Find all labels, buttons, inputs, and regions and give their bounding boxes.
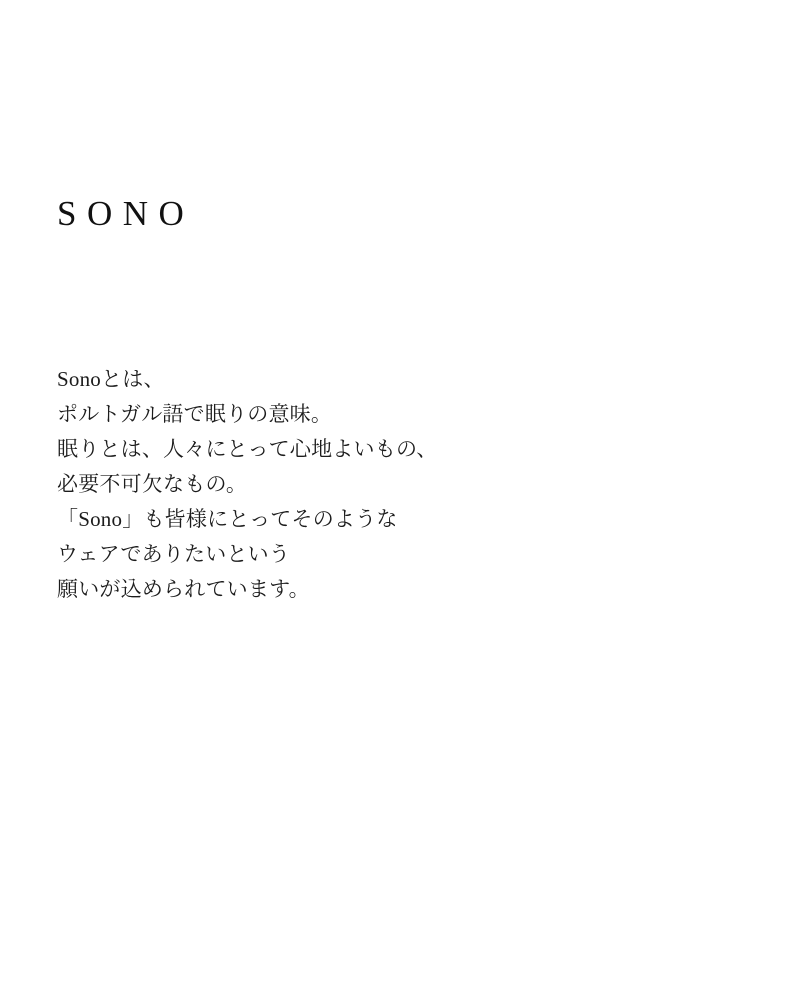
- brand-logo: SONO: [57, 194, 195, 233]
- description-line: Sonoとは、: [57, 367, 165, 391]
- description-line: 必要不可欠なもの。: [57, 472, 248, 496]
- description-line: 眠りとは、人々にとって心地よいもの、: [57, 437, 438, 461]
- description-line: 「Sono」も皆様にとってそのような: [57, 507, 398, 531]
- brand-description: [57, 362, 697, 607]
- description-line: 願いが込められています。: [57, 577, 310, 601]
- description-line: ウェアでありたいという: [57, 542, 291, 566]
- description-line: ポルトガル語で眠りの意味。: [57, 402, 333, 426]
